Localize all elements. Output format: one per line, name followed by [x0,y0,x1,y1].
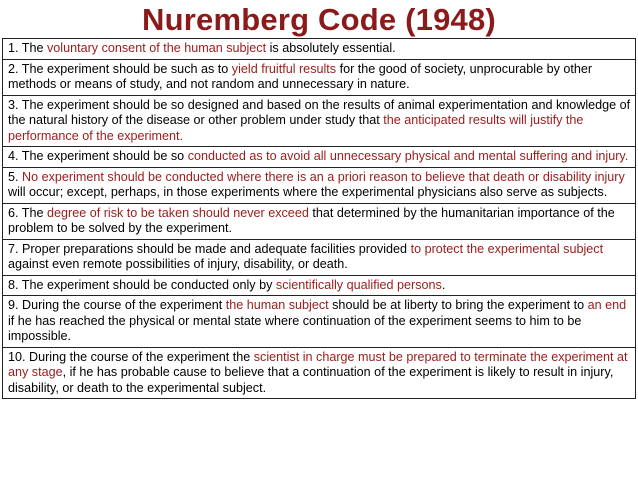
principle-text: 1. The [8,41,47,55]
principle-text: should be at liberty to bring the experiment to [328,298,588,312]
principle-text: 10. During the course of the experiment the [8,349,254,364]
principle-highlight: an end [587,298,627,312]
principle-text: is absolutely essential. [266,41,396,55]
principle-text: . [441,277,446,292]
principle-highlight: to protect the experimental subject [410,241,604,256]
principle-text: 5. [8,169,23,184]
principle-text: 7. Proper preparations should be made and adequate facilities provided [8,241,411,256]
principle-highlight: the human subject [225,298,329,312]
principle-highlight: No experiment should be conducted where there is an a priori reason to believe that death or disability injury [22,169,625,184]
principle-text: 3. The experiment should be so designed and based on the results of animal experimentation and knowledge of the natural history of the disease or other problem under study that [8,97,631,127]
principle-highlight: conducted as to avoid all unnecessary physical and mental suffering and injury. [187,149,629,163]
principle-highlight: yield fruitful results [231,61,337,76]
principle-highlight: voluntary consent of the human subject [46,41,267,55]
principle-text: that determined by the humanitarian importance of the problem to be solved by the experiment. [8,205,615,235]
principle-text: 4. The experiment should be so [8,149,188,163]
principle-highlight: scientifically qualified persons [275,277,442,292]
principle-row-10 [3,348,635,400]
principle-highlight: scientist in charge must be prepared to terminate the experiment at any stage [8,349,628,379]
principle-text: , if he has probable cause to believe that a continuation of the experiment is likely to result in injury, disability, or death to the experimental subject. [8,365,614,395]
principle-row-4 [3,147,635,168]
principle-row-3 [3,96,635,148]
principle-text: if he has reached the physical or mental state where continuation of the experiment seems to him to be impossible. [8,313,582,343]
principle-row-6 [3,204,635,240]
principle-row-8 [3,276,635,297]
principle-text: 8. The experiment should be conducted only by [8,277,276,292]
principle-text: will occur; except, perhaps, in those experiments where the experimental physicians also serve as subjects. [8,185,608,199]
principle-row-5 [3,168,635,204]
principle-row-1 [3,39,635,60]
page-title: Nuremberg Code (1948) [142,2,496,37]
principles-table [2,38,636,399]
principle-text: 9. During the course of the experiment [8,298,226,312]
principle-text: for the good of society, unprocurable by other methods or means of study, and not random and unnecessary in nature. [8,61,593,91]
principle-text: 6. The [8,205,47,220]
principle-row-2 [3,60,635,96]
principle-row-9 [3,296,635,348]
principle-highlight: the anticipated results will justify the performance of the experiment. [8,113,584,143]
principle-row-7 [3,240,635,276]
principle-text: against even remote possibilities of injury, disability, or death. [8,257,348,271]
principle-highlight: degree of risk to be taken should never exceed [46,205,309,220]
principle-text: 2. The experiment should be such as to [8,61,232,76]
